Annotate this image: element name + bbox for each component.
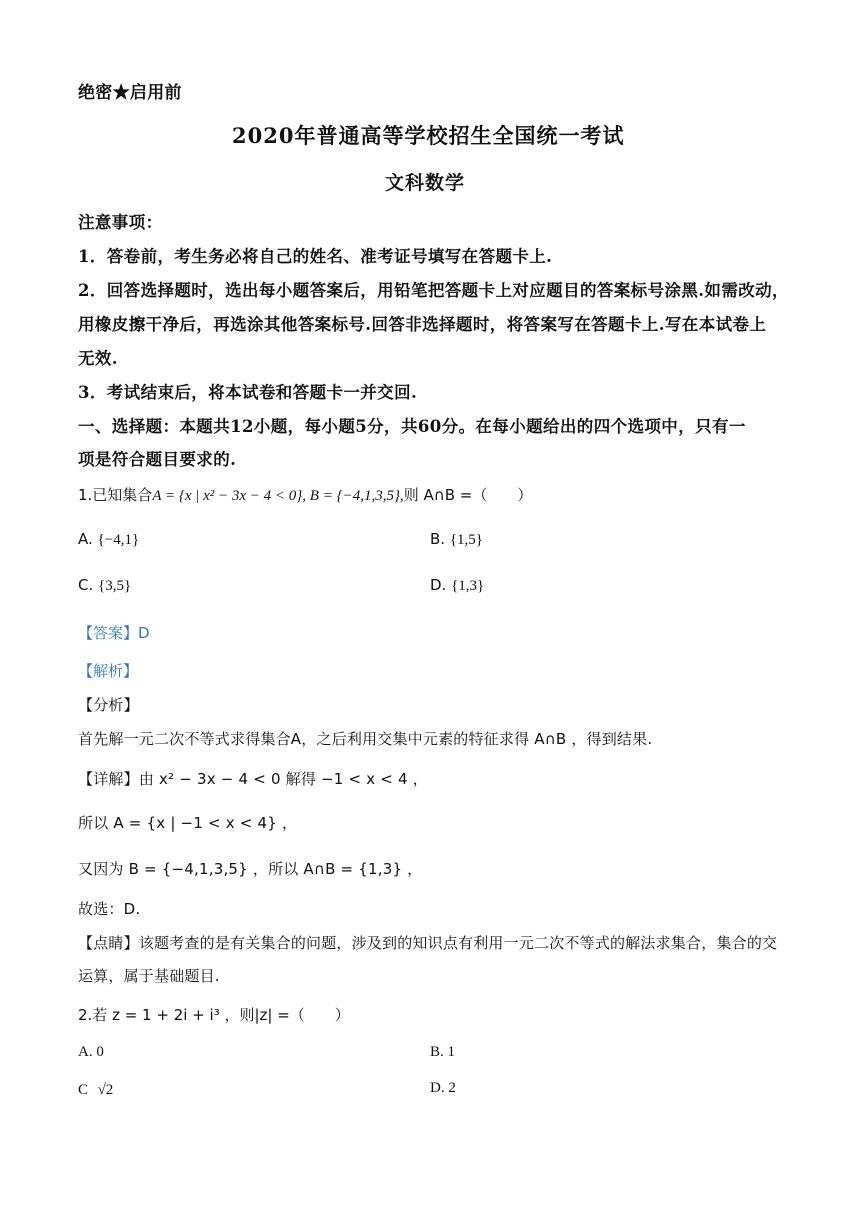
question-1-option-d (430, 576, 484, 595)
notice-item-2-line-3: 无效. (78, 349, 118, 368)
option-a-label: A. (78, 530, 93, 548)
option-b-label: B. (430, 530, 446, 548)
option-d-value: {1,3} (451, 578, 485, 594)
exam-subject: 文科数学 (385, 172, 466, 194)
detail-line (78, 768, 428, 789)
option-d-label: D. (430, 576, 447, 594)
question-1-option-b (430, 530, 483, 549)
question-2-option-a: A. 0 (78, 1044, 104, 1060)
question-1-suffix: 则 A∩B =（ ） (403, 486, 533, 504)
exam-title: 2020年普通高等学校招生全国统一考试 (232, 123, 625, 148)
dianjing-line-2: 运算，属于基础题目. (78, 967, 220, 985)
question-2-option-c (78, 1080, 113, 1099)
solution-line-c: 故选：D. (78, 900, 141, 918)
section-intro-line-1: 一、选择题：本题共12小题，每小题5分，共60分。在每小题给出的四个选项中，只有一 (78, 417, 746, 436)
solution-line-b: 又因为 B = {−4,1,3,5} ，所以 A∩B = {1,3} ， (78, 860, 423, 878)
question-1-option-a (78, 530, 139, 549)
question-1-option-c (78, 576, 131, 595)
option-c-label: C. (78, 576, 94, 594)
fenxi-label: 【分析】 (78, 696, 139, 714)
question-1-answer: 【答案】D (78, 624, 150, 642)
notice-heading: 注意事项： (78, 213, 163, 232)
confidential-label: 绝密★启用前 (78, 83, 182, 103)
dianjing-text: 该题考查的是有关集合的问题，涉及到的知识点有利用一元二次不等式的解法求集合，集合的交 (138, 934, 778, 952)
question-2-option-d: D. 2 (430, 1080, 456, 1096)
option-c-value: {3,5} (98, 578, 132, 594)
notice-item-3: 3．考试结束后，将本试卷和答题卡一并交回. (78, 383, 418, 402)
question-1-stem (78, 484, 532, 505)
notice-item-2-line-1: 2．回答选择题时，选出每小题答案后，用铅笔把答题卡上对应题目的答案标号涂黑.如需改动， (78, 281, 789, 300)
option-a-value: {−4,1} (97, 532, 140, 548)
section-intro-line-2: 项是符合题目要求的. (78, 450, 237, 469)
fenxi-text: 首先解一元二次不等式求得集合A，之后利用交集中元素的特征求得 A∩B ，得到结果. (78, 730, 653, 748)
notice-item-2-line-2: 用橡皮擦干净后，再选涂其他答案标号.回答非选择题时，将答案写在答题卡上.写在本试卷上 (78, 315, 767, 334)
question-2-option-b: B. 1 (430, 1044, 456, 1060)
dianjing-label: 【点睛】 (78, 934, 139, 952)
dianjing-line-1 (78, 932, 777, 953)
option-b-value: {1,5} (449, 532, 483, 548)
notice-item-1: 1．答卷前，考生务必将自己的姓名、准考证号填写在答题卡上. (78, 247, 553, 266)
solution-line-a: 所以 A = {x | −1 < x < 4} ， (78, 814, 298, 832)
detail-label: 【详解】 (78, 770, 139, 788)
detail-text: 由 x² − 3x − 4 < 0 解得 −1 < x < 4 ， (138, 770, 428, 788)
question-1-prefix: 1.已知集合 (78, 486, 153, 504)
option-c-label: C (78, 1082, 89, 1098)
option-c-value: √2 (97, 1082, 114, 1098)
question-2-stem: 2.若 z = 1 + 2i + i³ ，则|z| =（ ） (78, 1006, 350, 1024)
question-1-analysis-label: 【解析】 (78, 662, 139, 680)
question-1-sets: A = {x | x² − 3x − 4 < 0}, B = {−4,1,3,5}, (152, 488, 404, 504)
